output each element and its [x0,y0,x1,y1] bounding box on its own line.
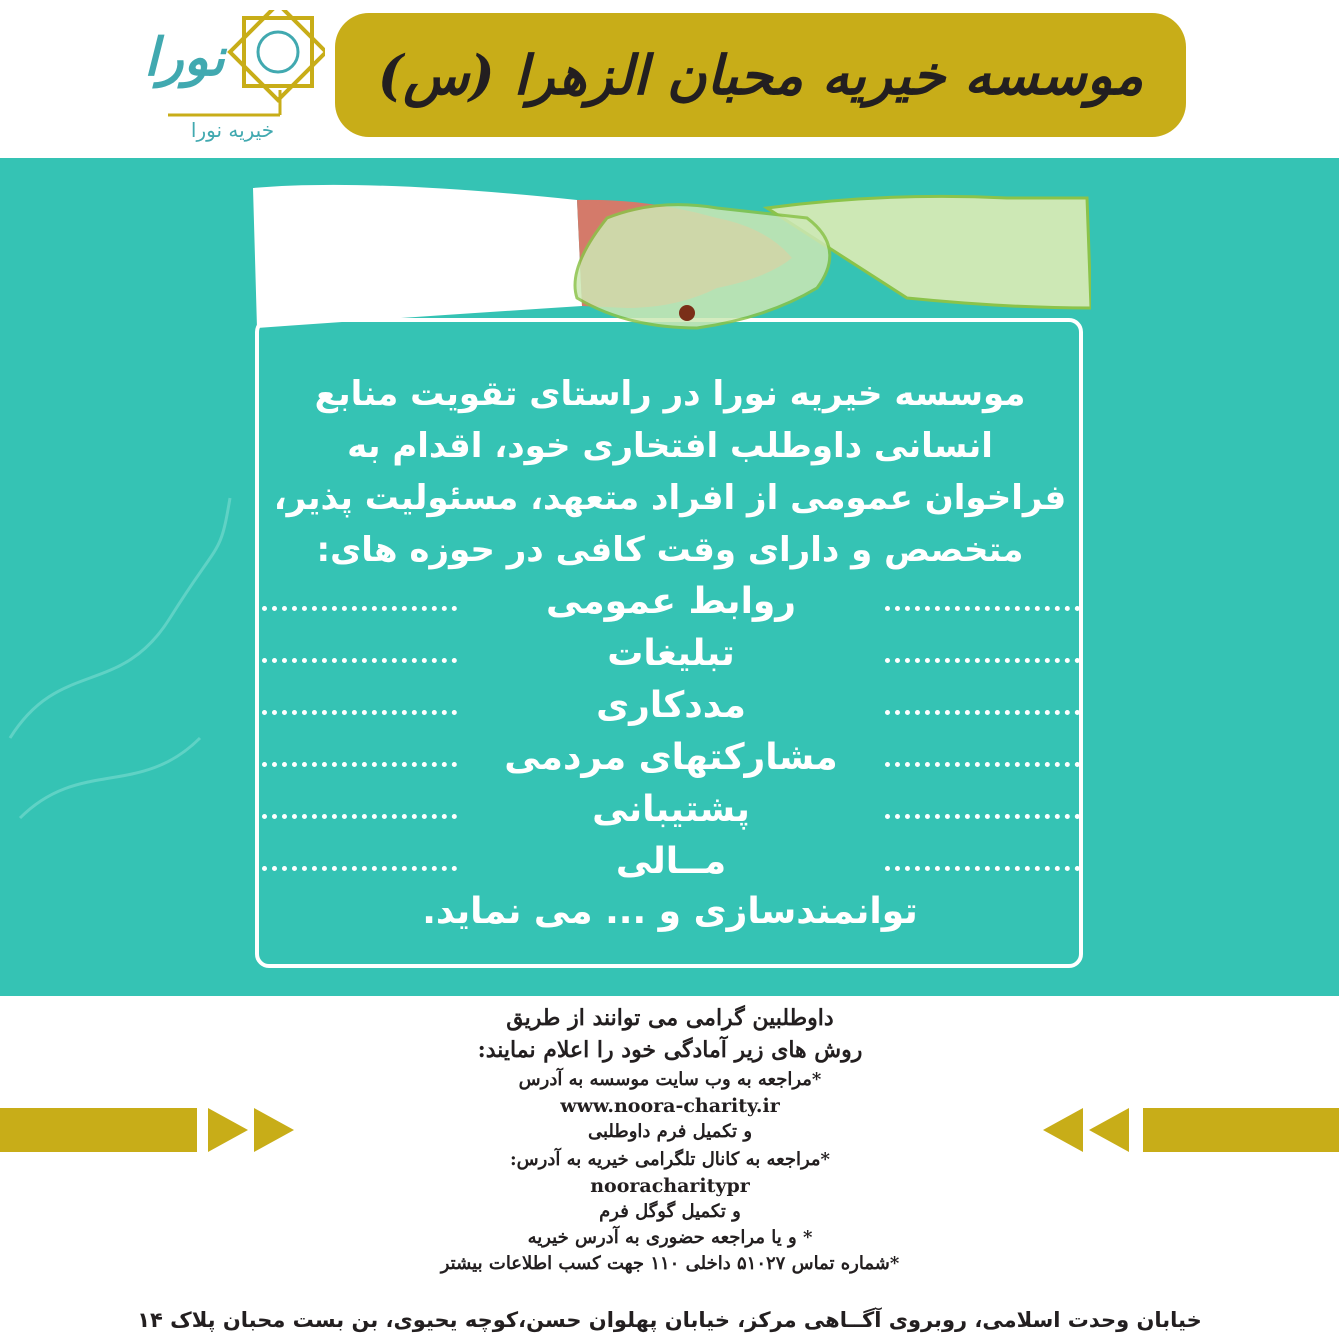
closing-line: توانمندسازی و ... می نماید. [422,891,918,932]
arrow-right-icon [208,1108,248,1152]
field-label: مددکاری [596,685,746,726]
address: خیابان وحدت اسلامی، روبروی آگــاهی مرکز، خیابان پهلوان حسن،کوچه یحیوی، بن بست محبان پلاک ۱۴ [137,1308,1202,1332]
dotted-line [262,658,457,663]
noora-logo [140,10,325,145]
contact-line: *مراجعه به کانال تلگرامی خیریه به آدرس: [510,1149,830,1170]
field-row [262,578,1080,628]
dotted-line [885,658,1080,663]
page-title: موسسه خیریه محبان الزهرا (س) [377,43,1144,107]
field-label: مشارکتهای مردمی [504,737,838,778]
contact-heading-2: روش های زیر آمادگی خود را اعلام نمایند: [477,1037,863,1063]
intro-line-3: فراخوان عمومی از افراد متعهد، مسئولیت پذیر، [273,478,1067,518]
dotted-line [885,710,1080,715]
field-label: روابط عمومی [545,581,797,622]
field-label: پشتیبانی [592,789,750,830]
field-label: تبلیغات [607,633,735,674]
dotted-line [885,762,1080,767]
intro-line-1: موسسه خیریه نورا در راستای تقویت منابع [314,374,1026,414]
dotted-line [262,606,457,611]
dotted-line [262,710,457,715]
arrow-left-icon [1043,1108,1083,1152]
field-row [262,838,1080,888]
dotted-line [262,814,457,819]
arrow-right-icon [254,1108,294,1152]
dotted-line [885,814,1080,819]
contact-line: * و یا مراجعه حضوری به آدرس خیریه [527,1227,813,1248]
logo-caption: خیریه نورا [190,118,275,142]
contact-heading-1: داوطلبین گرامی می توانند از طریق [506,1005,834,1031]
contact-line: و تکمیل فرم داوطلبی [587,1121,753,1142]
phone-line: *شماره تماس ۵۱۰۲۷ داخلی ۱۱۰ جهت کسب اطلاعات بیشتر [440,1253,900,1274]
title-banner [335,13,1186,137]
dotted-line [885,606,1080,611]
field-label: مــالی [615,841,727,882]
arrow-left-icon [1089,1108,1129,1152]
field-row [262,630,1080,680]
field-row [262,786,1080,836]
dotted-line [262,762,457,767]
gold-bar-right [1143,1108,1339,1152]
telegram-link[interactable]: nooracharitypr [590,1175,750,1197]
dotted-line [262,866,457,871]
website-link[interactable]: www.noora-charity.ir [560,1095,780,1117]
contact-line: *مراجعه به وب سایت موسسه به آدرس [518,1069,822,1090]
field-row [262,682,1080,732]
intro-line-2: انسانی داوطلب افتخاری خود، اقدام به [347,426,993,466]
intro-line-4: متخصص و دارای وقت کافی در حوزه های: [316,530,1024,570]
handshake-icon [247,178,1091,338]
gold-bar-left [0,1108,197,1152]
field-row [262,734,1080,784]
contact-line: و تکمیل گوگل فرم [599,1201,741,1222]
logo-mark: نورا [144,28,225,88]
decorative-sketch [0,438,240,898]
header [0,0,1339,158]
dotted-line [885,866,1080,871]
